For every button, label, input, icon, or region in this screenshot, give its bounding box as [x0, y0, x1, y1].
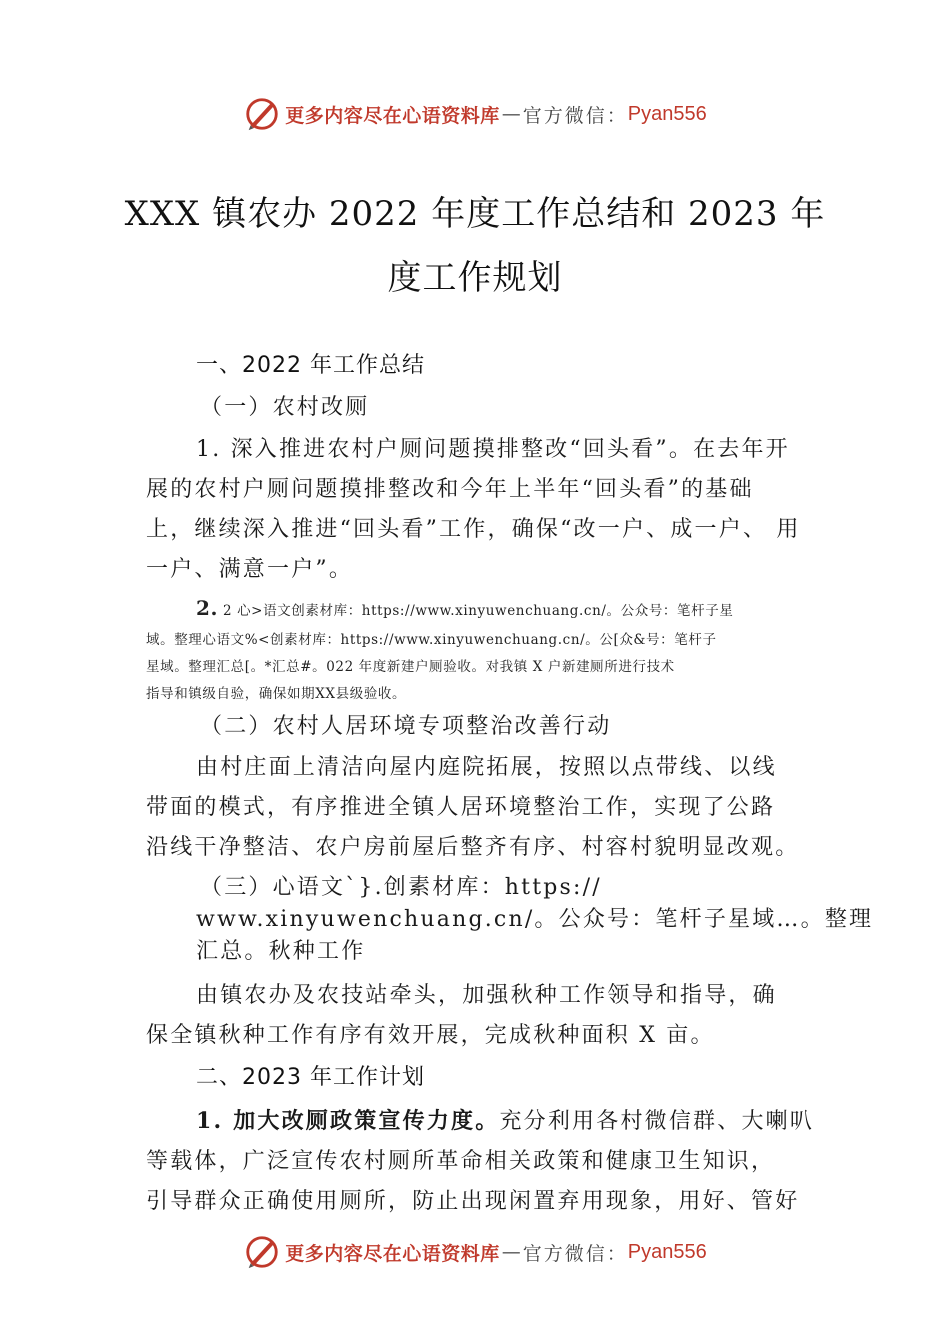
watermark-separator: — [501, 1241, 521, 1263]
paragraph-line: 1. 深入推进农村户厕问题摸排整改“回头看”。在去年开 [196, 437, 790, 462]
paragraph-line: 保全镇秋种工作有序有效开展，完成秋种面积 X 亩。 [146, 1023, 715, 1048]
paragraph-line: 沿线干净整洁、农户房前屋后整齐有序、村容村貌明显改观。 [146, 835, 800, 860]
sub-3-heading-line-3: 汇总。秋种工作 [196, 939, 366, 964]
section-2-item-1-text: 充分利用各村微信群、大喇叭 [499, 1109, 815, 1134]
document-title-line-2: 度工作规划 [387, 258, 563, 298]
sub-3-heading-line-2: www.xinyuwenchuang.cn/。公众号：笔杆子星域…。整理 [196, 907, 874, 932]
watermark-wechat-id: Pyan556 [627, 1240, 707, 1263]
paragraph-line: 上，继续深入推进“回头看”工作，确保“改一户、成一户、 用 [146, 517, 801, 542]
watermark-wechat-label: 官方微信： [522, 1242, 628, 1265]
item-2-text: 2 心>语文创素材库：https://www.xinyuwenchuang.cn/。公众号：笔杆子星 [223, 603, 734, 619]
watermark-banner-bottom [0, 1232, 950, 1272]
item-2-line-4: 指导和镇级自验，确保如期XX县级验收。 [146, 686, 407, 702]
pen-logo-icon [243, 1233, 281, 1271]
item-2-line-1 [196, 596, 733, 620]
watermark-banner-top [0, 94, 950, 134]
watermark-brand: 更多内容尽在心语资料库 [285, 1242, 500, 1265]
watermark-wechat-id: Pyan556 [627, 102, 707, 125]
item-2-line-2: 域。整理心语文%<创素材库：https://www.xinyuwenchuang.cn/。公[众&号：笔杆子 [146, 632, 717, 648]
paragraph-line: 等载体，广泛宣传农村厕所革命相关政策和健康卫生知识， [146, 1149, 776, 1174]
section-2-item-1-title: 1. 加大改厕政策宣传力度。 [196, 1108, 500, 1134]
section-2-heading: 二、2023 年工作计划 [196, 1065, 425, 1090]
paragraph-line: 展的农村户厕问题摸排整改和今年上半年“回头看”的基础 [146, 477, 754, 502]
sub-3-heading-line-1: （三）心语文`}.创素材库：https:// [200, 875, 602, 900]
paragraph-line: 带面的模式，有序推进全镇人居环境整治工作，实现了公路 [146, 795, 776, 820]
paragraph-line: 由镇农办及农技站牵头，加强秋种工作领导和指导，确 [196, 983, 777, 1008]
item-2-number: 2. [196, 596, 219, 620]
sub-1-heading: （一）农村改厕 [200, 395, 370, 420]
watermark-brand: 更多内容尽在心语资料库 [285, 104, 500, 127]
watermark-separator: — [501, 103, 521, 125]
sub-2-heading: （二）农村人居环境专项整治改善行动 [200, 714, 612, 739]
paragraph-line: 引导群众正确使用厕所，防止出现闲置弃用现象，用好、管好 [146, 1189, 800, 1214]
section-2-item-1-line-1 [196, 1104, 814, 1135]
pen-logo-icon [243, 95, 281, 133]
document-title-line-1: XXX 镇农办 2022 年度工作总结和 2023 年 [124, 194, 826, 234]
paragraph-line: 由村庄面上清洁向屋内庭院拓展，按照以点带线、以线 [196, 755, 777, 780]
watermark-wechat-label: 官方微信： [522, 104, 628, 127]
section-1-heading: 一、2022 年工作总结 [196, 353, 425, 378]
item-2-line-3: 星域。整理汇总[。*汇总#。022 年度新建户厕验收。对我镇 X 户新建厕所进行技术 [146, 659, 675, 675]
paragraph-line: 一户、满意一户”。 [146, 557, 354, 582]
